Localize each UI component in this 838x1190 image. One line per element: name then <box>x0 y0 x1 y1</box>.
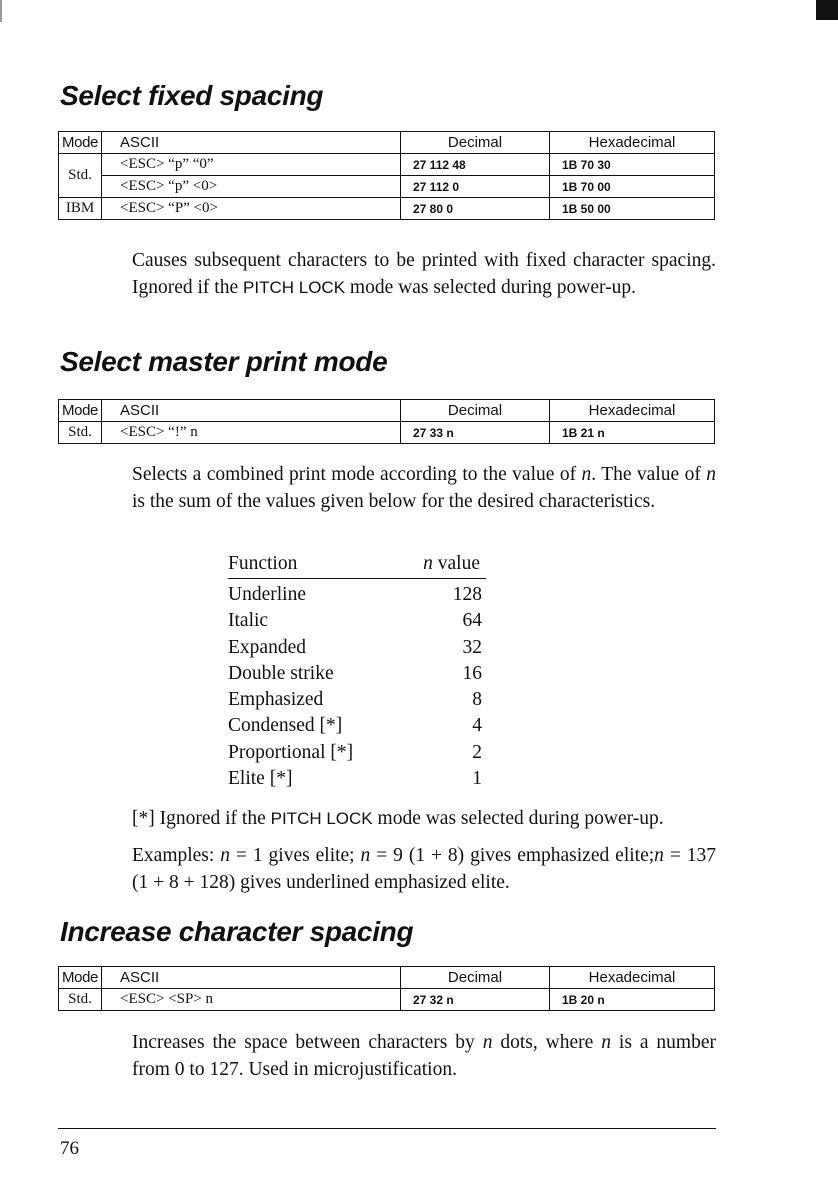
decimal-cell: 27 33 n <box>401 422 550 444</box>
function-value: 1 <box>472 768 482 790</box>
list-item <box>228 740 486 766</box>
footer-rule <box>58 1128 716 1129</box>
master-print-description <box>132 462 716 515</box>
master-print-command-table <box>58 399 715 444</box>
variable-n: n <box>601 1032 611 1053</box>
table-header-row <box>59 967 715 989</box>
table-row <box>59 422 715 444</box>
header-mode: Mode <box>59 967 102 989</box>
header-hexadecimal: Hexadecimal <box>550 132 715 154</box>
function-value: 4 <box>472 715 482 737</box>
mode-cell: Std. <box>59 989 102 1011</box>
desc-text: mode was selected during power-up. <box>345 276 636 298</box>
note-text: [*] Ignored if the <box>132 808 271 829</box>
fixed-spacing-description <box>132 248 716 301</box>
desc-text: Causes subsequent characters to be printed with fixed character spacing. Ignored if the <box>132 250 716 298</box>
variable-n: n <box>423 553 433 574</box>
ascii-cell: <ESC> <SP> n <box>102 989 401 1011</box>
note-text: mode was selected during power-up. <box>372 808 664 829</box>
examples-text: = 137 (1 + 8 + 128) gives underlined emphasized elite. <box>132 845 717 893</box>
increase-spacing-description <box>132 1030 716 1083</box>
section-title-fixed-spacing: Select fixed spacing <box>60 80 324 111</box>
header-ascii: ASCII <box>102 967 401 989</box>
mode-cell: IBM <box>59 198 102 220</box>
function-name: Double strike <box>228 662 334 684</box>
table-header-row <box>59 132 715 154</box>
hex-cell: 1B 20 n <box>550 989 715 1011</box>
table-row <box>59 198 715 220</box>
function-name: Underline <box>228 584 306 605</box>
ascii-cell: <ESC> “!” n <box>102 422 401 444</box>
decimal-cell: 27 80 0 <box>401 198 550 220</box>
desc-text: Increases the space between characters by <box>132 1032 483 1053</box>
value-header <box>423 552 486 578</box>
function-value-table <box>228 552 486 792</box>
decimal-cell: 27 32 n <box>401 989 550 1011</box>
hex-cell: 1B 21 n <box>550 422 715 444</box>
function-value: 8 <box>472 689 482 711</box>
table-row <box>59 176 715 198</box>
list-item <box>228 608 486 634</box>
ascii-cell: <ESC> “P” <0> <box>102 198 401 220</box>
pitch-lock-note <box>132 806 716 833</box>
examples-text: = 1 gives elite; <box>230 845 361 866</box>
header-decimal: Decimal <box>401 400 550 422</box>
function-header: Function <box>228 553 298 574</box>
function-table-header <box>228 552 486 579</box>
hex-cell: 1B 50 00 <box>550 198 715 220</box>
list-item <box>228 713 486 739</box>
function-name: Proportional [*] <box>228 741 354 763</box>
list-item <box>228 766 486 792</box>
desc-text: . The value of <box>591 464 707 485</box>
value-header-text: value <box>432 553 480 574</box>
desc-text: Selects a combined print mode according to the value of <box>132 464 582 485</box>
increase-spacing-command-table <box>58 966 715 1011</box>
function-value: 16 <box>462 662 482 684</box>
decimal-cell: 27 112 0 <box>401 176 550 198</box>
ascii-cell: <ESC> “p” <0> <box>102 176 401 198</box>
variable-n: n <box>706 464 716 485</box>
desc-text: dots, where <box>492 1032 602 1053</box>
function-value: 128 <box>452 584 482 605</box>
examples-text: Examples: <box>132 845 221 866</box>
variable-n: n <box>581 464 592 485</box>
variable-n: n <box>654 845 664 866</box>
variable-n: n <box>220 845 230 866</box>
function-name: Condensed [*] <box>228 715 343 737</box>
function-name: Elite [*] <box>228 768 293 790</box>
function-value: 2 <box>472 741 482 763</box>
variable-n: n <box>360 845 371 866</box>
header-mode: Mode <box>59 400 102 422</box>
function-name: Emphasized <box>228 689 324 711</box>
decimal-cell: 27 112 48 <box>401 154 550 176</box>
mode-cell: Std. <box>59 154 102 198</box>
table-row <box>59 989 715 1011</box>
fixed-spacing-command-table <box>58 131 715 220</box>
header-decimal: Decimal <box>401 132 550 154</box>
header-ascii: ASCII <box>102 132 401 154</box>
desc-text: is the sum of the values given below for the desired characteristics. <box>132 490 656 512</box>
section-title-increase-spacing: Increase character spacing <box>60 916 414 947</box>
page-number: 76 <box>60 1138 79 1159</box>
function-name: Italic <box>228 610 269 632</box>
scan-edge-mark <box>0 0 2 22</box>
list-item <box>228 582 486 608</box>
examples-text: = 9 (1 + 8) gives emphasized elite; <box>370 845 655 866</box>
header-decimal: Decimal <box>401 967 550 989</box>
function-name: Expanded <box>228 636 306 658</box>
hex-cell: 1B 70 00 <box>550 176 715 198</box>
section-title-master-print-mode: Select master print mode <box>60 346 388 377</box>
function-value: 64 <box>462 610 482 632</box>
hex-cell: 1B 70 30 <box>550 154 715 176</box>
pitch-lock-term: PITCH LOCK <box>270 809 373 828</box>
header-hexadecimal: Hexadecimal <box>550 400 715 422</box>
pitch-lock-term: PITCH LOCK <box>243 277 346 297</box>
header-ascii: ASCII <box>102 400 401 422</box>
table-row <box>59 154 715 176</box>
function-value: 32 <box>462 636 482 658</box>
table-header-row <box>59 400 715 422</box>
list-item <box>228 687 486 713</box>
header-hexadecimal: Hexadecimal <box>550 967 715 989</box>
mode-cell: Std. <box>59 422 102 444</box>
list-item <box>228 661 486 687</box>
examples-paragraph <box>132 843 716 896</box>
function-rows <box>228 582 486 792</box>
page-corner-mark <box>816 0 838 20</box>
ascii-cell: <ESC> “p” “0” <box>102 154 401 176</box>
variable-n: n <box>482 1032 493 1053</box>
list-item <box>228 635 486 661</box>
desc-text: is a number from 0 to 127. Used in microjustification. <box>132 1032 716 1080</box>
header-mode: Mode <box>59 132 102 154</box>
